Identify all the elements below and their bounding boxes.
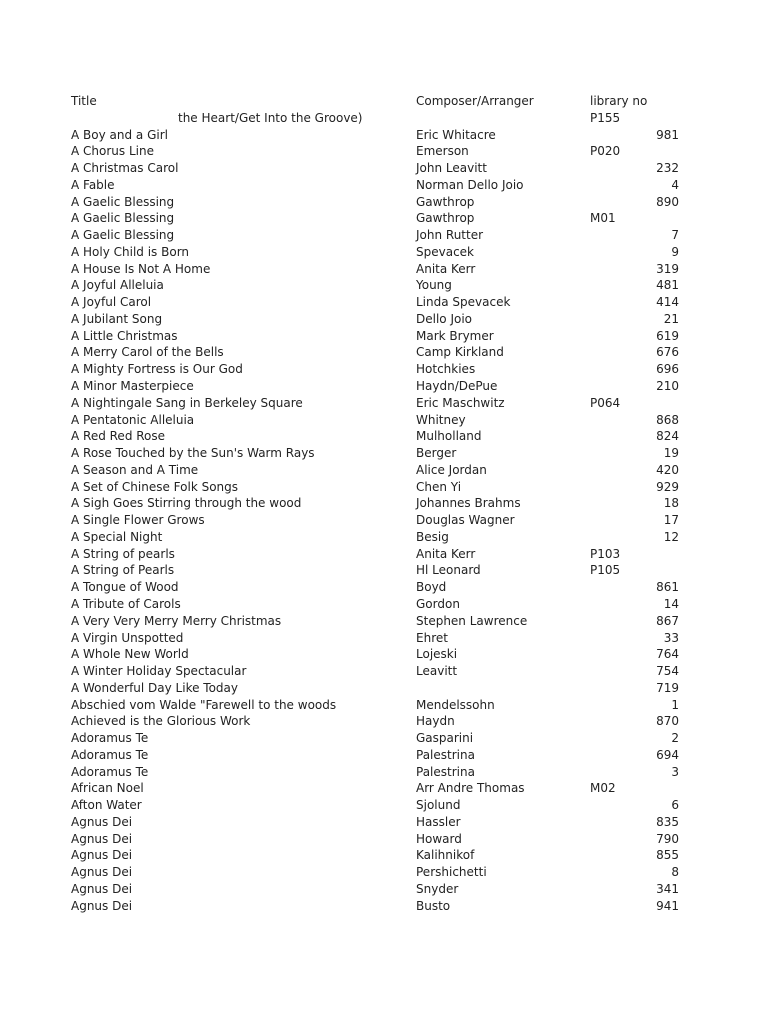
title-cell: A Christmas Carol — [71, 161, 179, 176]
library-number-cell: 676 — [656, 345, 679, 360]
table-row — [71, 479, 681, 496]
title-cell: A Sigh Goes Stirring through the wood — [71, 496, 302, 511]
table-row — [71, 177, 681, 194]
table-row — [71, 294, 681, 311]
table-row — [71, 210, 681, 227]
title-cell: A Single Flower Grows — [71, 513, 205, 528]
library-number-cell: 481 — [656, 278, 679, 293]
table-row — [71, 747, 681, 764]
composer-cell: Gawthrop — [416, 211, 475, 226]
title-cell: A String of Pearls — [71, 563, 175, 578]
table-row — [71, 361, 681, 378]
composer-cell: Sjolund — [416, 798, 461, 813]
table-row — [71, 194, 681, 211]
table-row — [71, 898, 681, 915]
title-cell: A Red Red Rose — [71, 429, 166, 444]
library-number-cell: 12 — [663, 529, 679, 544]
table-row — [71, 663, 681, 680]
table-row — [71, 697, 681, 714]
composer-cell: Hl Leonard — [416, 563, 481, 578]
library-code-cell: P064 — [590, 395, 621, 410]
table-row — [71, 412, 681, 429]
composer-cell: Kalihnikof — [416, 848, 475, 863]
composer-cell: Anita Kerr — [416, 546, 476, 561]
composer-cell: Snyder — [416, 881, 459, 896]
title-cell: A Very Very Merry Merry Christmas — [71, 613, 282, 628]
title-cell: A Wonderful Day Like Today — [71, 680, 238, 695]
composer-cell: Palestrina — [416, 764, 475, 779]
library-number-cell: 17 — [663, 513, 679, 528]
library-number-cell: 764 — [656, 647, 679, 662]
table-row — [71, 529, 681, 546]
title-cell: A Tribute of Carols — [71, 596, 181, 611]
library-number-cell: 420 — [656, 462, 679, 477]
title-cell: A Tongue of Wood — [71, 580, 179, 595]
title-cell: A Merry Carol of the Bells — [71, 345, 224, 360]
header-row — [71, 93, 681, 110]
composer-cell: Stephen Lawrence — [416, 613, 528, 628]
title-cell: A Holy Child is Born — [71, 244, 190, 259]
table-row — [71, 311, 681, 328]
library-number-cell: 14 — [663, 596, 679, 611]
composer-cell: Gasparini — [416, 731, 474, 746]
title-cell: Achieved is the Glorious Work — [71, 714, 251, 729]
library-number-cell: 981 — [656, 127, 679, 142]
composer-cell: Mulholland — [416, 429, 482, 444]
library-number-cell: 6 — [671, 798, 679, 813]
table-row — [71, 881, 681, 898]
composer-cell: Camp Kirkland — [416, 345, 504, 360]
title-cell: A Special Night — [71, 529, 163, 544]
composer-cell: John Rutter — [416, 228, 484, 243]
library-number-cell: 855 — [656, 848, 679, 863]
title-cell: Agnus Dei — [71, 898, 133, 913]
title-cell: A Set of Chinese Folk Songs — [71, 479, 239, 494]
table-row — [71, 646, 681, 663]
table-row — [71, 378, 681, 395]
library-number-cell: 867 — [656, 613, 679, 628]
title-cell: A Nightingale Sang in Berkeley Square — [71, 395, 303, 410]
composer-cell: Leavitt — [416, 664, 458, 679]
title-column-header: Title — [71, 94, 97, 108]
table-row — [71, 680, 681, 697]
title-cell: Afton Water — [71, 798, 142, 813]
title-cell: Agnus Dei — [71, 831, 133, 846]
composer-column-header: Composer/Arranger — [416, 94, 534, 108]
library-number-cell: 2 — [671, 731, 679, 746]
library-number-cell: 18 — [663, 496, 679, 511]
table-row — [71, 562, 681, 579]
composer-cell: Haydn — [416, 714, 455, 729]
table-row — [71, 428, 681, 445]
library-number-cell: 210 — [656, 379, 679, 394]
library-number-cell: 870 — [656, 714, 679, 729]
library-code-cell: P103 — [590, 546, 621, 561]
library-number-cell: 3 — [671, 764, 679, 779]
composer-cell: Mark Brymer — [416, 328, 494, 343]
title-cell: A Minor Masterpiece — [71, 379, 194, 394]
table-row — [71, 579, 681, 596]
composer-cell: Gordon — [416, 596, 460, 611]
library-number-cell: 619 — [656, 328, 679, 343]
table-row — [71, 630, 681, 647]
composer-cell: Berger — [416, 446, 457, 461]
title-cell: Adoramus Te — [71, 747, 149, 762]
table-row — [71, 613, 681, 630]
table-row — [71, 227, 681, 244]
title-cell: A Gaelic Blessing — [71, 211, 175, 226]
library-number-cell: 19 — [663, 446, 679, 461]
library-number-cell: 21 — [663, 311, 679, 326]
composer-cell: Eric Whitacre — [416, 127, 496, 142]
title-cell: Adoramus Te — [71, 764, 149, 779]
composer-cell: Arr Andre Thomas — [416, 781, 525, 796]
composer-cell: Emerson — [416, 144, 469, 159]
composer-cell: Hassler — [416, 814, 461, 829]
composer-cell: Ehret — [416, 630, 448, 645]
library-number-cell: 890 — [656, 194, 679, 209]
library-number-cell: 1 — [671, 697, 679, 712]
table-row — [71, 730, 681, 747]
composer-cell: Palestrina — [416, 747, 475, 762]
table-row — [71, 277, 681, 294]
table-row — [71, 797, 681, 814]
table-row — [71, 847, 681, 864]
wrapped-title-row — [71, 110, 681, 127]
library-number-cell: 4 — [671, 177, 679, 192]
library-number-cell: 719 — [656, 680, 679, 695]
title-cell: Abschied vom Walde "Farewell to the woods — [71, 697, 337, 712]
title-cell: A Joyful Carol — [71, 295, 152, 310]
library-number-cell: 861 — [656, 580, 679, 595]
composer-cell: Busto — [416, 898, 451, 913]
table-body — [71, 127, 681, 915]
table-row — [71, 462, 681, 479]
title-cell: A Gaelic Blessing — [71, 194, 175, 209]
table-row — [71, 596, 681, 613]
library-number-cell: 341 — [656, 881, 679, 896]
library-number-cell: 414 — [656, 295, 679, 310]
title-cell: African Noel — [71, 781, 144, 796]
table-row — [71, 764, 681, 781]
table-row — [71, 127, 681, 144]
title-cell: Agnus Dei — [71, 848, 133, 863]
title-cell: A Fable — [71, 177, 115, 192]
table-row — [71, 495, 681, 512]
composer-cell: Hotchkies — [416, 362, 476, 377]
music-library-sheet — [71, 93, 681, 915]
title-cell: A House Is Not A Home — [71, 261, 211, 276]
library-number-cell: 696 — [656, 362, 679, 377]
library-code-cell: P105 — [590, 563, 621, 578]
title-cell: A String of pearls — [71, 546, 175, 561]
table-row — [71, 445, 681, 462]
table-row — [71, 546, 681, 563]
composer-cell: Haydn/DePue — [416, 379, 498, 394]
composer-cell: Besig — [416, 529, 449, 544]
library-number-cell: 8 — [671, 865, 679, 880]
composer-cell: John Leavitt — [416, 161, 487, 176]
composer-cell: Johannes Brahms — [416, 496, 521, 511]
library-number-cell: 694 — [656, 747, 679, 762]
composer-cell: Douglas Wagner — [416, 513, 515, 528]
title-cell: A Whole New World — [71, 647, 189, 662]
table-row — [71, 814, 681, 831]
table-row — [71, 831, 681, 848]
title-cell: Agnus Dei — [71, 865, 133, 880]
library-code-cell: M02 — [590, 781, 616, 796]
title-cell: A Mighty Fortress is Our God — [71, 362, 243, 377]
title-cell: A Winter Holiday Spectacular — [71, 664, 247, 679]
table-row — [71, 328, 681, 345]
library-number-cell: 33 — [663, 630, 679, 645]
library-number-cell: 941 — [656, 898, 679, 913]
library-number-cell: 754 — [656, 664, 679, 679]
library-number-cell: 824 — [656, 429, 679, 444]
composer-cell: Lojeski — [416, 647, 458, 662]
table-row — [71, 395, 681, 412]
composer-cell: Gawthrop — [416, 194, 475, 209]
library-number-cell: 835 — [656, 814, 679, 829]
composer-cell: Dello Joio — [416, 311, 473, 326]
composer-cell: Anita Kerr — [416, 261, 476, 276]
table-row — [71, 512, 681, 529]
library-number-cell: 232 — [656, 161, 679, 176]
composer-cell: Linda Spevacek — [416, 295, 511, 310]
composer-cell: Chen Yi — [416, 479, 462, 494]
composer-cell: Whitney — [416, 412, 466, 427]
composer-cell: Howard — [416, 831, 462, 846]
library-column-header: library no — [590, 94, 648, 108]
library-number-cell: 7 — [671, 228, 679, 243]
composer-cell: Norman Dello Joio — [416, 177, 524, 192]
table-row — [71, 713, 681, 730]
title-cell: A Pentatonic Alleluia — [71, 412, 195, 427]
library-number-cell: 319 — [656, 261, 679, 276]
library-code-cell: M01 — [590, 211, 616, 226]
composer-cell: Boyd — [416, 580, 447, 595]
table-row — [71, 344, 681, 361]
title-cell: A Jubilant Song — [71, 311, 163, 326]
composer-cell: Alice Jordan — [416, 462, 487, 477]
library-number-cell: 868 — [656, 412, 679, 427]
table-row — [71, 143, 681, 160]
library-number-cell: 9 — [671, 244, 679, 259]
library-number-cell: 929 — [656, 479, 679, 494]
title-cell: A Boy and a Girl — [71, 127, 168, 142]
title-cell: A Chorus Line — [71, 144, 154, 159]
composer-cell: Eric Maschwitz — [416, 395, 505, 410]
table-row — [71, 261, 681, 278]
title-cell: A Joyful Alleluia — [71, 278, 164, 293]
title-cell: Adoramus Te — [71, 731, 149, 746]
library-code: P155 — [590, 110, 621, 125]
title-cell: A Season and A Time — [71, 462, 199, 477]
title-cell: A Gaelic Blessing — [71, 228, 175, 243]
composer-cell: Mendelssohn — [416, 697, 495, 712]
composer-cell: Young — [416, 278, 452, 293]
title-cell: Agnus Dei — [71, 814, 133, 829]
title-cell: A Little Christmas — [71, 328, 178, 343]
title-continuation: the Heart/Get Into the Groove) — [178, 110, 363, 125]
library-code-cell: P020 — [590, 144, 621, 159]
table-row — [71, 864, 681, 881]
title-cell: A Rose Touched by the Sun's Warm Rays — [71, 446, 315, 461]
table-row — [71, 244, 681, 261]
composer-cell: Spevacek — [416, 244, 475, 259]
library-number-cell: 790 — [656, 831, 679, 846]
composer-cell: Pershichetti — [416, 865, 487, 880]
table-row — [71, 780, 681, 797]
title-cell: A Virgin Unspotted — [71, 630, 184, 645]
table-row — [71, 160, 681, 177]
title-cell: Agnus Dei — [71, 881, 133, 896]
